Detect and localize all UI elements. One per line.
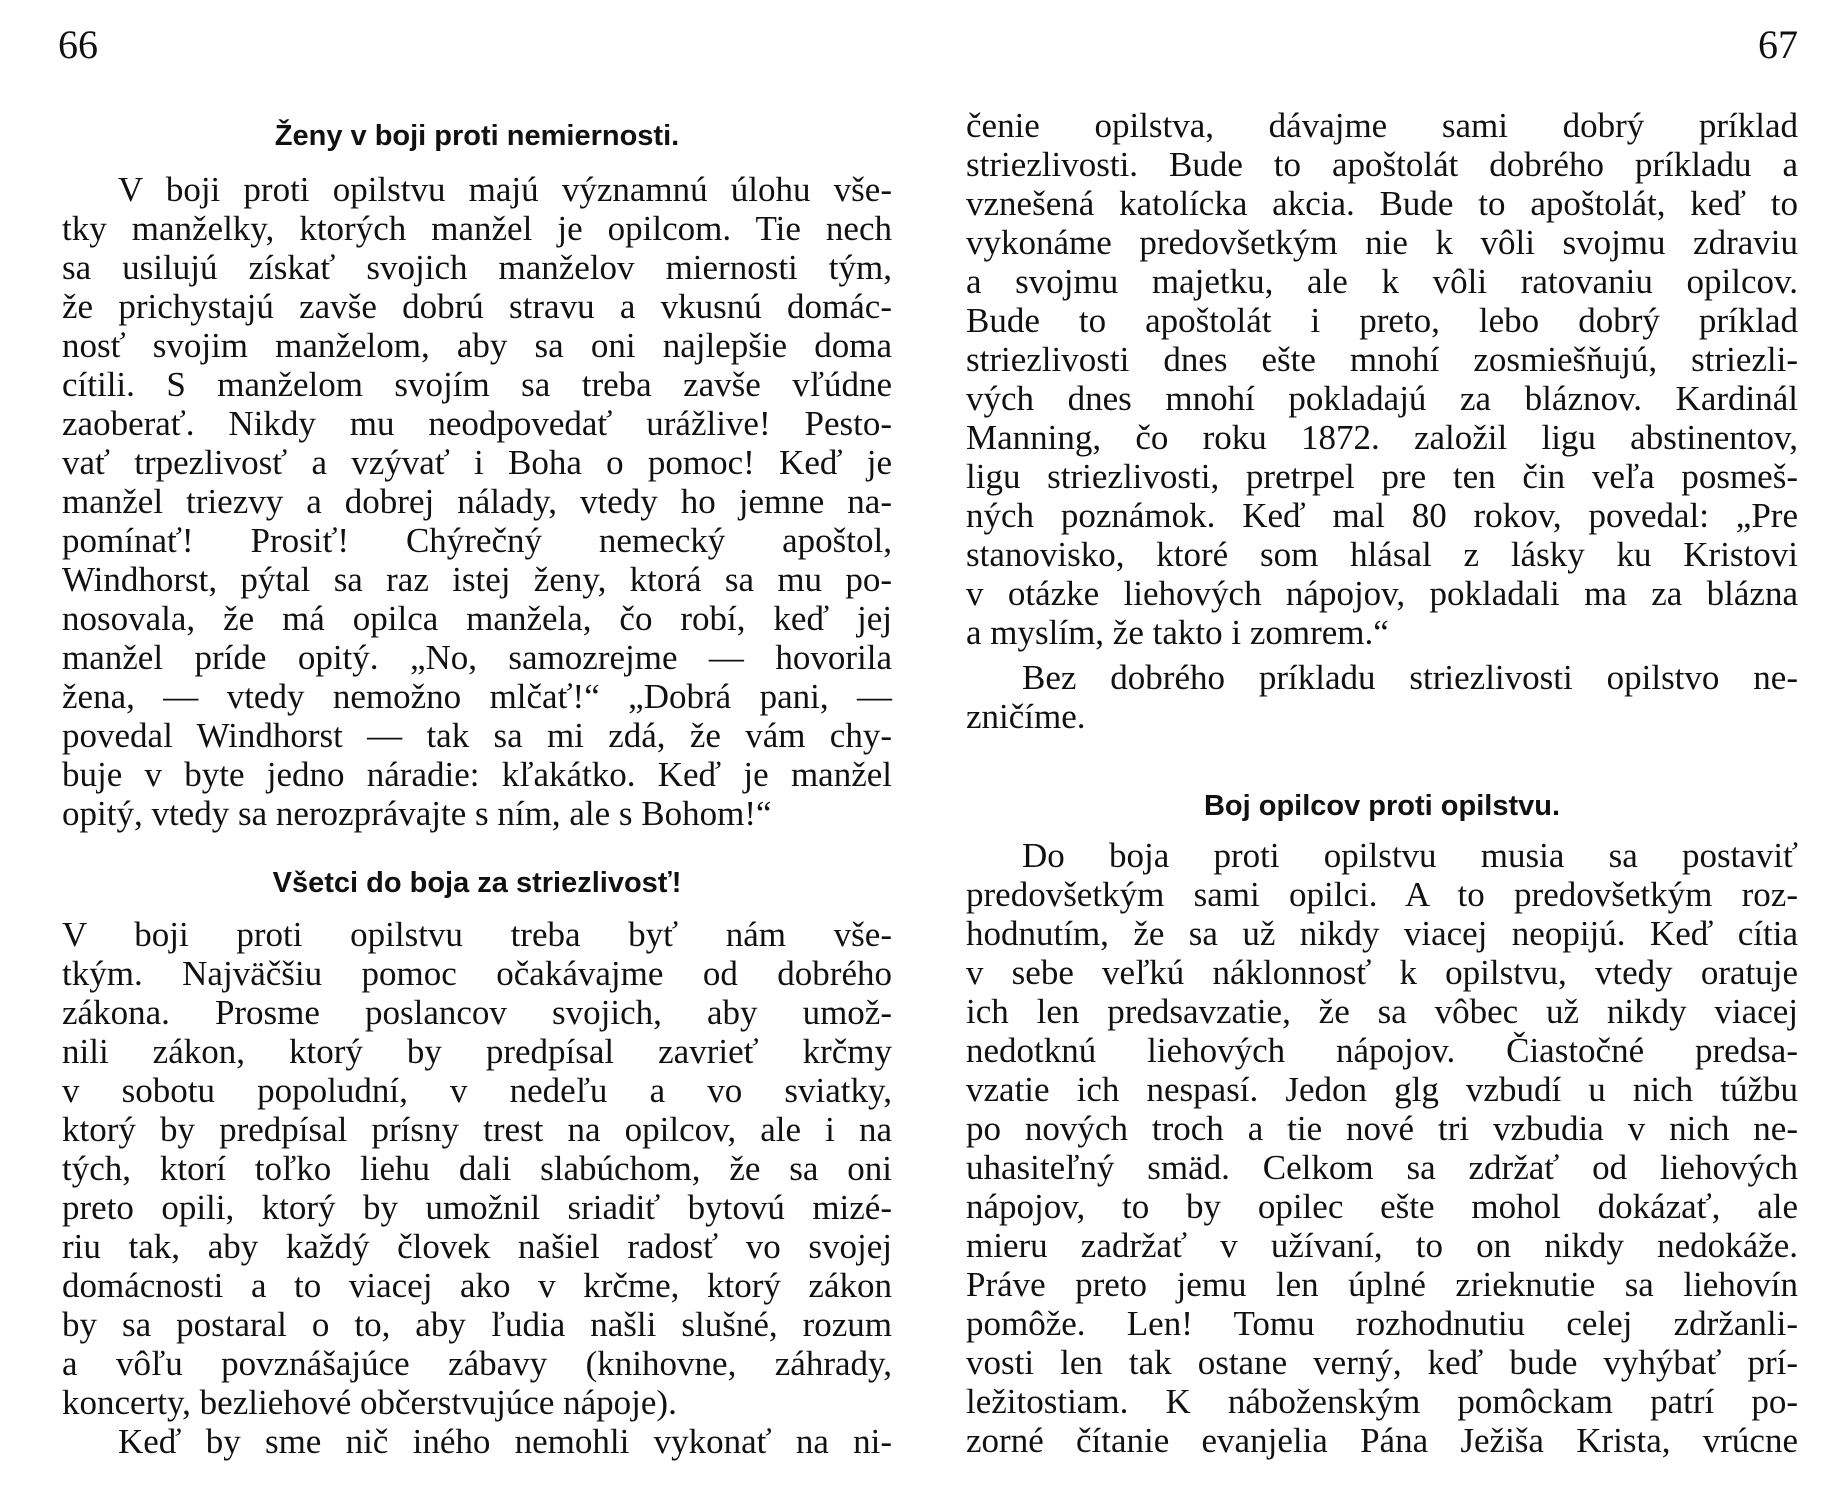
text-line: manžel triezvy a dobrej nálady, vtedy ho jemne na- bbox=[62, 482, 892, 521]
text-line: tkým. Najväčšiu pomoc očakávajme od dobrého bbox=[62, 954, 892, 993]
text-line: zaoberať. Nikdy mu neodpovedať urážlive! Pesto- bbox=[62, 404, 892, 443]
text-line: Keď by sme nič iného nemohli vykonať na ni- bbox=[118, 1422, 892, 1461]
text-line: pomínať! Prosiť! Chýrečný nemecký apoštol, bbox=[62, 521, 892, 560]
text-line: vých dnes mnohí pokladajú za bláznov. Kardinál bbox=[966, 379, 1798, 418]
text-line: koncerty, bezliehové občerstvujúce nápoje). bbox=[62, 1383, 677, 1422]
text-line: a vôľu povznášajúce zábavy (knihovne, záhrady, bbox=[62, 1344, 892, 1383]
text-line: cítili. S manželom svojím sa treba zavše vľúdne bbox=[62, 365, 892, 404]
text-line: domácnosti a to viacej ako v krčme, ktorý zákon bbox=[62, 1266, 892, 1305]
text-line: vosti len tak ostane verný, keď bude vyhýbať prí- bbox=[966, 1343, 1798, 1382]
text-line: zničíme. bbox=[966, 697, 1086, 736]
text-line: a myslím, že takto i zomrem.“ bbox=[966, 613, 1389, 652]
paragraph bbox=[62, 170, 892, 833]
paragraph bbox=[966, 106, 1798, 652]
text-line: vykonáme predovšetkým nie k vôli svojmu zdraviu bbox=[966, 223, 1798, 262]
text-line: riu tak, aby každý človek našiel radosť vo svojej bbox=[62, 1227, 892, 1266]
text-line: opitý, vtedy sa nerozprávajte s ním, ale s Bohom!“ bbox=[62, 794, 772, 833]
text-line: striezlivosti. Bude to apoštolát dobrého príkladu a bbox=[966, 145, 1798, 184]
text-line: nili zákon, ktorý by predpísal zavrieť krčmy bbox=[62, 1032, 892, 1071]
text-line: hodnutím, že sa už nikdy viacej neopijú. Keď cítia bbox=[966, 914, 1798, 953]
text-line: a svojmu majetku, ale k vôli ratovaniu opilcov. bbox=[966, 262, 1798, 301]
section-heading-drunkards: Boj opilcov proti opilstvu. bbox=[1203, 790, 1561, 822]
text-line: Práve preto jemu len úplné zrieknutie sa liehovín bbox=[966, 1265, 1798, 1304]
text-line: buje v byte jedno náradie: kľakátko. Keď je manžel bbox=[62, 755, 892, 794]
text-line: Manning, čo roku 1872. založil ligu abstinentov, bbox=[966, 418, 1798, 457]
section-heading-women: Ženy v boji proti nemiernosti. bbox=[274, 120, 680, 152]
text-line: V boji proti opilstvu treba byť nám vše- bbox=[62, 915, 892, 954]
paragraph bbox=[62, 915, 892, 1422]
text-line: vať trpezlivosť a vzývať i Boha o pomoc! Keď je bbox=[62, 443, 892, 482]
text-line: ných poznámok. Keď mal 80 rokov, povedal: „Pre bbox=[966, 496, 1798, 535]
text-line: Windhorst, pýtal sa raz istej ženy, ktorá sa mu po- bbox=[62, 560, 892, 599]
text-line: mieru zadržať v užívaní, to on nikdy nedokáže. bbox=[966, 1226, 1798, 1265]
text-line: ktorý by predpísal prísny trest na opilcov, ale i na bbox=[62, 1110, 892, 1149]
text-line: Bez dobrého príkladu striezlivosti opilstvo ne- bbox=[1022, 658, 1798, 697]
paragraph bbox=[966, 658, 1798, 736]
text-line: v sobotu popoludní, v nedeľu a vo sviatky, bbox=[62, 1071, 892, 1110]
text-line: Bude to apoštolát i preto, lebo dobrý príklad bbox=[966, 301, 1798, 340]
page-number-left: 66 bbox=[58, 22, 98, 67]
text-line: Do boja proti opilstvu musia sa postaviť bbox=[1022, 836, 1798, 875]
text-line: preto opili, ktorý by umožnil sriadiť bytovú mizé- bbox=[62, 1188, 892, 1227]
text-line: nosť svojim manželom, aby sa oni najlepšie doma bbox=[62, 326, 892, 365]
text-line: v sebe veľkú náklonnosť k opilstvu, vtedy oratuje bbox=[966, 953, 1798, 992]
text-line: tky manželky, ktorých manžel je opilcom. Tie nech bbox=[62, 209, 892, 248]
text-line: nosovala, že má opilca manžela, čo robí, keď jej bbox=[62, 599, 892, 638]
text-line: že prichystajú zavše dobrú stravu a vkusnú domác- bbox=[62, 287, 892, 326]
page-number-right: 67 bbox=[1758, 22, 1798, 67]
text-line: po nových troch a tie nové tri vzbudia v nich ne- bbox=[966, 1109, 1798, 1148]
text-line: by sa postaral o to, aby ľudia našli slušné, rozum bbox=[62, 1305, 892, 1344]
text-line: nedotknú liehových nápojov. Čiastočné predsa- bbox=[966, 1031, 1798, 1070]
text-line: zákona. Prosme poslancov svojich, aby umož- bbox=[62, 993, 892, 1032]
text-line: stanovisko, ktoré som hlásal z lásky ku Kristovi bbox=[966, 535, 1798, 574]
text-line: tých, ktorí toľko liehu dali slabúchom, že sa oni bbox=[62, 1149, 892, 1188]
text-line: zorné čítanie evanjelia Pána Ježiša Krista, vrúcne bbox=[966, 1421, 1798, 1460]
paragraph bbox=[62, 1422, 892, 1461]
text-line: ležitostiam. K náboženským pomôckam patrí po- bbox=[966, 1382, 1798, 1421]
text-line: manžel príde opitý. „No, samozrejme — hovorila bbox=[62, 638, 892, 677]
text-line: pomôže. Len! Tomu rozhodnutiu celej zdržanli- bbox=[966, 1304, 1798, 1343]
text-line: žena, — vtedy nemožno mlčať!“ „Dobrá pani, — bbox=[62, 677, 892, 716]
text-line: v otázke liehových nápojov, pokladali ma za blázna bbox=[966, 574, 1798, 613]
section-heading-everyone: Všetci do boja za striezlivosť! bbox=[272, 867, 682, 899]
text-line: V boji proti opilstvu majú významnú úlohu vše- bbox=[118, 170, 892, 209]
text-line: predovšetkým sami opilci. A to predovšetkým roz- bbox=[966, 875, 1798, 914]
text-line: ligu striezlivosti, pretrpel pre ten čin veľa posmeš- bbox=[966, 457, 1798, 496]
text-line: čenie opilstva, dávajme sami dobrý príklad bbox=[966, 106, 1798, 145]
paragraph bbox=[966, 836, 1798, 1460]
text-line: vzatie ich nespasí. Jedon glg vzbudí u nich túžbu bbox=[966, 1070, 1798, 1109]
text-line: vznešená katolícka akcia. Bude to apoštolát, keď to bbox=[966, 184, 1798, 223]
text-line: ich len predsavzatie, že sa vôbec už nikdy viacej bbox=[966, 992, 1798, 1031]
text-line: povedal Windhorst — tak sa mi zdá, že vám chy- bbox=[62, 716, 892, 755]
text-line: nápojov, to by opilec ešte mohol dokázať, ale bbox=[966, 1187, 1798, 1226]
text-line: striezlivosti dnes ešte mnohí zosmiešňujú, striezli- bbox=[966, 340, 1798, 379]
text-line: sa usilujú získať svojich manželov miernosti tým, bbox=[62, 248, 892, 287]
text-line: uhasiteľný smäd. Celkom sa zdržať od liehových bbox=[966, 1148, 1798, 1187]
